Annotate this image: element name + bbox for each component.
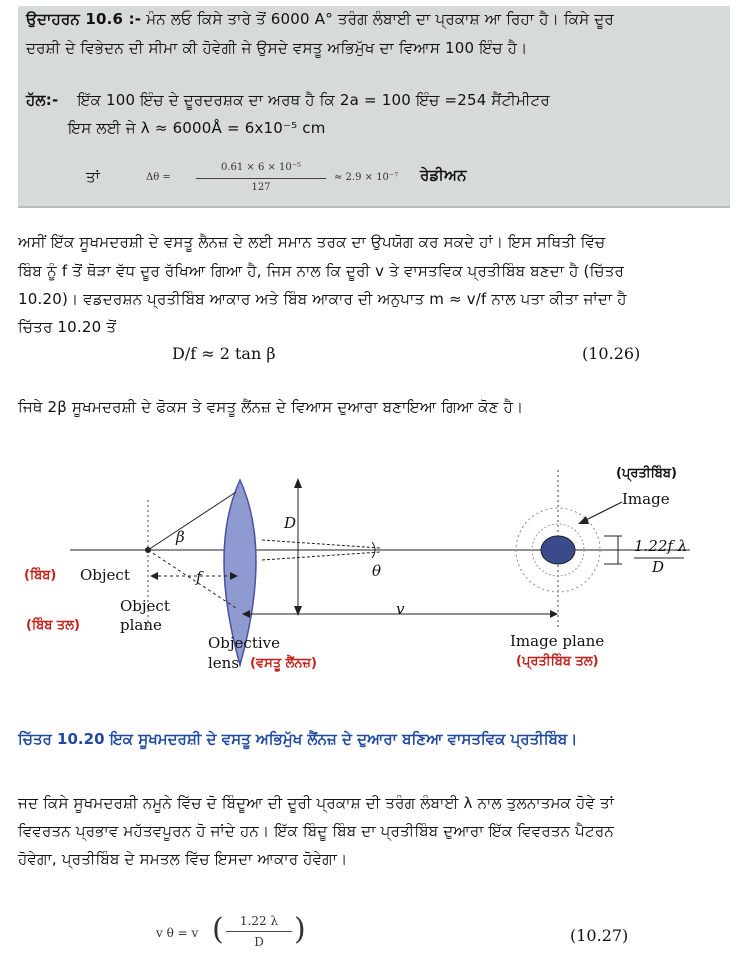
objective-label-2: lens <box>208 654 240 672</box>
para1-line1: ਅਸੀਂ ਇੱਕ ਸੂਖਮਦਰਸ਼ੀ ਦੇ ਵਸਤੂ ਲੈਨਜ਼ ਦੇ ਲਈ ਸਮਾਨ ਤਰਕ ਦਾ ਉਪਯੋਗ ਕਰ ਸਕਦੇ ਹਾਂ। ਇਸ ਸਥਿਤੀ ਵਿੱਚ <box>18 233 606 251</box>
ray-image-lower <box>262 552 380 560</box>
example-label: ਉਦਾਹਰਨ 10.6 :- <box>26 10 142 28</box>
objective-label-1: Objective <box>208 634 281 652</box>
v-arrow-right <box>550 610 558 618</box>
example-text-line2: ਦਰਸ਼ੀ ਦੇ ਵਿਭੇਦਨ ਦੀ ਸੀਮਾ ਕੀ ਹੋਵੇਗੀ ਜੇ ਉਸਦੇ ਵਸਤੂ ਅਭਿਮੁੱਖ ਦਾ ਵਿਆਸ 100 ਇੰਚ ਹੈ। <box>26 39 528 57</box>
d-arrow-top <box>294 478 302 488</box>
object-point <box>145 547 151 553</box>
image-disc <box>541 536 575 564</box>
image-pointer-line <box>582 502 622 522</box>
object-label: Object <box>80 566 130 584</box>
ray-upper <box>148 492 236 550</box>
eq2-paren-left: ( <box>212 912 224 947</box>
equation-number-10-27: (10.27) <box>570 926 629 945</box>
pratibimb-label: (ਪ੍ਰਤੀਬਿੰਬ) <box>616 466 677 481</box>
eq2-denominator: D <box>254 935 264 949</box>
pratibimb-tal-label: (ਪ੍ਰਤੀਬਿੰਬ ਤਲ) <box>516 654 599 669</box>
f-label: f <box>196 568 202 586</box>
para1-line3: 10.20)। ਵਡਦਰਸ਼ਨ ਪ੍ਰਤੀਬਿੰਬ ਆਕਾਰ ਅਤੇ ਬਿੰਬ ਆਕਾਰ ਦੀ ਅਨੁਪਾਤ m ≈ v/f ਨਾਲ ਪਤਾ ਕੀਤਾ ਜਾਂਦਾ ਹੈ <box>18 290 627 308</box>
image-label: Image <box>622 490 670 508</box>
bimb-label: (ਬਿੰਬ) <box>24 568 57 583</box>
para3-line3: ਹੋਵੇਗਾ, ਪ੍ਰਤੀਬਿੰਬ ਦੇ ਸਮਤਲ ਵਿੱਚ ਇਸਦਾ ਆਕਾਰ ਹੋਵੇਗਾ। <box>18 850 348 868</box>
figure-caption: ਚਿੱਤਰ 10.20 ਇਕ ਸੂਖਮਦਰਸ਼ੀ ਦੇ ਵਸਤੂ ਅਭਿਮੁੱਖ ਲੈਂਨਜ਼ ਦੇ ਦੁਆਰਾ ਬਣਿਆ ਵਾਸਤਵਿਕ ਪ੍ਰਤੀਬਿੰਬ। <box>18 730 578 748</box>
fraction-denominator: 127 <box>251 182 271 193</box>
para3-line1: ਜਦ ਕਿਸੇ ਸੂਖਮਦਰਸ਼ੀ ਨਮੂਨੇ ਵਿੱਚ ਦੋ ਬਿੰਦੂਆ ਦੀ ਦੂਰੀ ਪ੍ਰਕਾਸ਼ ਦੀ ਤਰੰਗ ਲੰਬਾਈ λ ਨਾਲ ਤੁਲਨਾਤਮਕ ਹੋਵੇ ਤਾਂ <box>18 794 615 812</box>
para1-line4: ਚਿੱਤਰ 10.20 ਤੋਂ <box>18 318 117 336</box>
then-label: ਤਾਂ <box>86 168 101 186</box>
solution-line2: ਇਸ ਲਈ ਜੇ λ ≈ 6000Å = 6x10⁻⁵ cm <box>68 119 326 137</box>
equation-10-26: D/f ≈ 2 tan β <box>172 344 276 363</box>
object-plane-label-2: plane <box>120 616 162 634</box>
eq2-lhs: v θ = v <box>156 926 199 940</box>
example-line1 <box>26 10 614 28</box>
formula-denominator: D <box>652 558 665 576</box>
vastu-lens-label: (ਵਸਤੂ ਲੈਂਨਜ਼) <box>250 656 317 671</box>
ray-image-upper <box>262 540 380 548</box>
bimb-tal-label: (ਬਿੰਬ ਤਲ) <box>26 618 80 633</box>
solution-text-1: ਇੱਕ 100 ਇੰਚ ਦੇ ਦੂਰਦਰਸ਼ਕ ਦਾ ਅਰਥ ਹੈ ਕਿ 2a = 100 ਇੰਚ =254 ਸੈਂਟੀਮੀਟਰ <box>77 91 550 109</box>
result-value: ≈ 2.9 × 10⁻⁷ <box>334 172 399 183</box>
image-plane-label: Image plane <box>510 632 605 650</box>
delta-theta: Δθ = <box>146 172 171 183</box>
fraction-bar <box>196 178 326 179</box>
eq2-numerator: 1.22 λ <box>239 914 279 928</box>
formula-numerator: 1.22f λ <box>634 537 688 555</box>
para1-line2: ਬਿੰਬ ਨੂੰ f ਤੋਂ ਥੋੜਾ ਵੱਧ ਦੂਰ ਰੱਖਿਆ ਗਿਆ ਹੈ, ਜਿਸ ਨਾਲ ਕਿ ਦੂਰੀ v ਤੇ ਵਾਸਤਵਿਕ ਪ੍ਰਤੀਬਿੰਬ ਬਣਦਾ ਹੈ (ਚਿੱਤਰ <box>18 262 625 280</box>
eq2-paren-right: ) <box>294 912 306 947</box>
eq2-fraction-bar <box>226 931 292 932</box>
solution-line1 <box>26 91 550 109</box>
fraction-numerator: 0.61 × 6 × 10⁻⁵ <box>220 162 302 173</box>
example-text-line1: ਮੰਨ ਲਓ ਕਿਸੇ ਤਾਰੇ ਤੋਂ 6000 A° ਤਰੰਗ ਲੰਬਾਈ ਦਾ ਪ੍ਰਕਾਸ਼ ਆ ਰਿਹਾ ਹੈ। ਕਿਸੇ ਦੂਰ <box>146 10 614 28</box>
f-arrow-left <box>150 572 158 580</box>
equation-number-10-26: (10.26) <box>582 344 641 363</box>
theta-label: θ <box>372 562 382 580</box>
beta-label: β <box>176 528 185 546</box>
v-label: v <box>396 600 405 618</box>
result-unit: ਰੇਡੀਅਨ <box>420 166 467 184</box>
solution-label: ਹੱਲ:- <box>26 91 59 109</box>
example-box <box>18 6 730 208</box>
object-plane-label-1: Object <box>120 597 170 615</box>
para2: ਜਿਥੇ 2β ਸੂਖਮਦਰਸ਼ੀ ਦੇ ਫੋਕਸ ਤੇ ਵਸਤੂ ਲੈਂਨਜ਼ ਦੇ ਵਿਆਸ ਦੁਆਰਾ ਬਣਾਇਆ ਗਿਆ ਕੋਣ ਹੈ। <box>18 398 524 416</box>
para3-line2: ਵਿਵਰਤਨ ਪ੍ਰਭਾਵ ਮਹੱਤਵਪੂਰਨ ਹੋ ਜਾਂਦੇ ਹਨ। ਇੱਕ ਬਿੰਦੂ ਬਿੰਬ ਦਾ ਪ੍ਰਤੀਬਿੰਬ ਦੁਆਰਾ ਇੱਕ ਵਿਵਰਤਨ ਪੈਟਰਨ <box>18 822 614 840</box>
d-label: D <box>284 514 297 532</box>
